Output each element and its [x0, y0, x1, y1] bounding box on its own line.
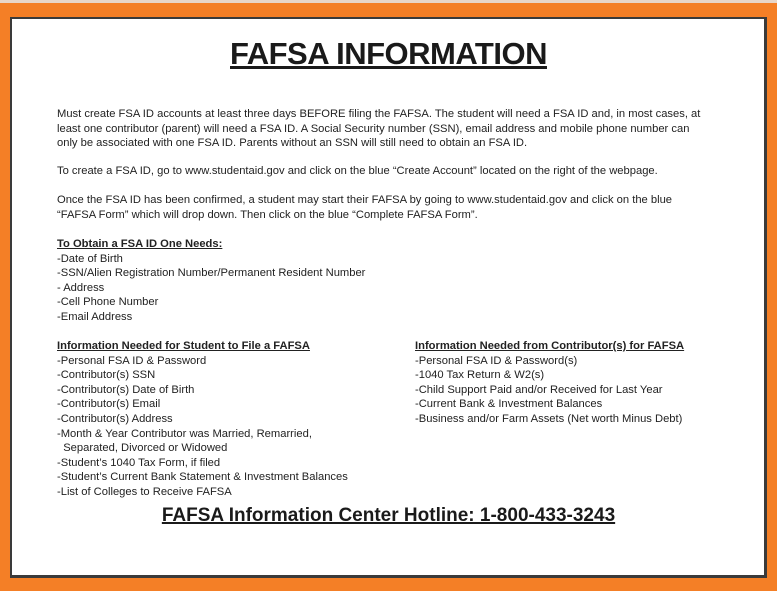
list-item: -Student’s 1040 Tax Form, if filed [57, 456, 221, 469]
list-item: -Personal FSA ID & Password [57, 354, 207, 367]
student-info-list [57, 339, 348, 500]
start-fafsa-paragraph: Once the FSA ID has been confirmed, a student may start their FAFSA by going to www.studentaid.gov and click on the blue “FAFSA Form” which will drop down. Then click on the blue “Complete FAFSA Form”. [57, 194, 673, 221]
list-item: -Date of Birth [57, 252, 123, 265]
scan-top-edge [0, 0, 777, 3]
list-item: -Month & Year Contributor was Married, Remarried, [57, 427, 312, 440]
list-item: -Cell Phone Number [57, 296, 159, 309]
list-item: -Email Address [57, 310, 133, 323]
student-heading: Information Needed for Student to File a FAFSA [57, 340, 310, 352]
obtain-heading: To Obtain a FSA ID One Needs: [57, 238, 223, 250]
list-item: -Contributor(s) Email [57, 398, 161, 411]
contributor-info-list [415, 339, 684, 427]
contributor-heading: Information Needed from Contributor(s) for FAFSA [415, 340, 685, 352]
list-item: - Address [57, 281, 105, 294]
list-item: -List of Colleges to Receive FAFSA [57, 485, 232, 498]
page-title: FAFSA INFORMATION [230, 36, 547, 71]
hotline-footer: FAFSA Information Center Hotline: 1-800-433-3243 [161, 505, 616, 526]
list-item: -Student’s Current Bank Statement & Investment Balances [57, 471, 348, 484]
list-item: Separated, Divorced or Widowed [57, 442, 228, 455]
list-item: -Contributor(s) SSN [57, 369, 156, 382]
intro-paragraph: Must create FSA ID accounts at least three days BEFORE filing the FAFSA. The student will need a FSA ID and, in most cases, at least one contributor (parent) will need a FSA ID. A Social Security number (SSN), email address and mobile phone number can only be associated with one FSA ID. Parents without an SSN will still need to obtain an FSA ID. [57, 108, 701, 149]
list-item: -Business and/or Farm Assets (Net worth Minus Debt) [415, 412, 683, 425]
list-item: -Current Bank & Investment Balances [415, 398, 603, 411]
list-item: -Contributor(s) Address [57, 412, 173, 425]
list-item: -SSN/Alien Registration Number/Permanent Resident Number [57, 267, 366, 280]
obtain-fsa-id-list [57, 237, 365, 325]
list-item: -1040 Tax Return & W2(s) [415, 369, 545, 382]
list-item: -Personal FSA ID & Password(s) [415, 354, 578, 367]
list-item: -Child Support Paid and/or Received for Last Year [415, 383, 663, 396]
create-id-paragraph: To create a FSA ID, go to www.studentaid.gov and click on the blue “Create Account” located on the right of the webpage. [57, 165, 658, 177]
list-item: -Contributor(s) Date of Birth [57, 383, 195, 396]
